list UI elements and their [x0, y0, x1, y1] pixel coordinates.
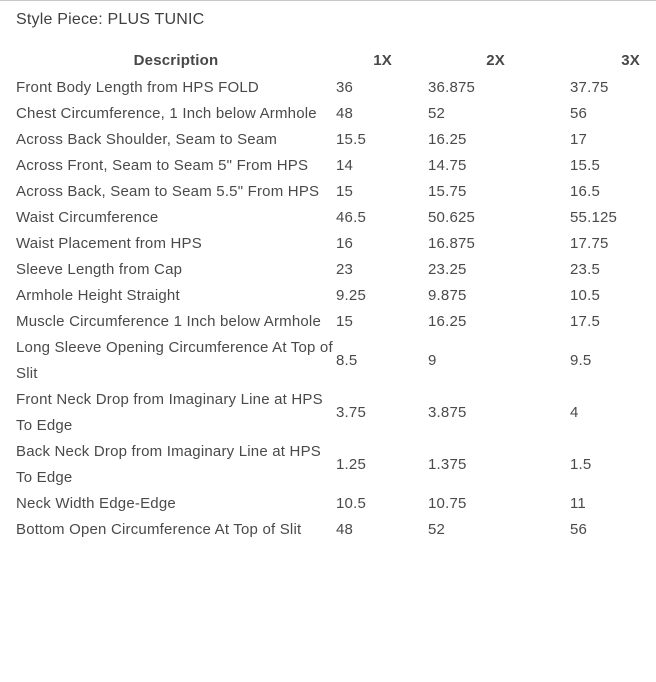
value-3x: 11	[570, 495, 586, 512]
value-2x: 3.875	[428, 404, 467, 421]
value-2x: 16.875	[428, 235, 476, 252]
value-1x: 15	[336, 313, 354, 330]
value-3x: 16.5	[570, 183, 600, 200]
value-1x: 14	[336, 157, 354, 174]
value-2x: 10.75	[428, 495, 467, 512]
value-3x: 1.5	[570, 456, 592, 473]
table-row	[0, 153, 656, 179]
size-chart-table	[0, 47, 656, 543]
value-1x: 23	[336, 261, 354, 278]
table-row	[0, 309, 656, 335]
value-1x: 46.5	[336, 209, 366, 226]
measurement-description: Sleeve Length from Cap	[16, 261, 183, 278]
value-3x: 17	[570, 131, 588, 148]
table-row	[0, 283, 656, 309]
measurement-description: Front Body Length from HPS FOLD	[16, 79, 259, 96]
value-2x: 15.75	[428, 183, 467, 200]
measurement-description: Waist Placement from HPS	[16, 235, 202, 252]
value-3x: 23.5	[570, 261, 600, 278]
table-row	[0, 179, 656, 205]
value-2x: 23.25	[428, 261, 467, 278]
value-1x: 36	[336, 79, 354, 96]
table-body	[0, 75, 656, 543]
table-row	[0, 205, 656, 231]
value-1x: 9.25	[336, 287, 366, 304]
table-row	[0, 335, 656, 387]
table-row	[0, 387, 656, 439]
value-1x: 16	[336, 235, 354, 252]
value-3x: 37.75	[570, 79, 609, 96]
value-2x: 9.875	[428, 287, 467, 304]
value-1x: 10.5	[336, 495, 366, 512]
page-title: Style Piece: PLUS TUNIC	[16, 11, 205, 28]
value-1x: 48	[336, 521, 354, 538]
table-row	[0, 517, 656, 543]
value-2x: 14.75	[428, 157, 467, 174]
value-2x: 36.875	[428, 79, 476, 96]
value-3x: 4	[570, 404, 579, 421]
value-1x: 3.75	[336, 404, 366, 421]
measurement-description: Armhole Height Straight	[16, 287, 180, 304]
value-3x: 10.5	[570, 287, 600, 304]
value-1x: 15.5	[336, 131, 366, 148]
measurement-description: Back Neck Drop from Imaginary Line at HPS To Edge	[16, 443, 321, 486]
header-row	[0, 47, 656, 75]
measurement-description: Across Back, Seam to Seam 5.5" From HPS	[16, 183, 320, 200]
column-header-description: Description	[133, 52, 219, 69]
measurement-description: Across Front, Seam to Seam 5" From HPS	[16, 157, 309, 174]
value-3x: 15.5	[570, 157, 600, 174]
table-row	[0, 257, 656, 283]
value-2x: 1.375	[428, 456, 467, 473]
measurement-description: Across Back Shoulder, Seam to Seam	[16, 131, 278, 148]
value-3x: 17.75	[570, 235, 609, 252]
value-1x: 8.5	[336, 352, 358, 369]
value-2x: 50.625	[428, 209, 476, 226]
table-row	[0, 75, 656, 101]
value-2x: 16.25	[428, 131, 467, 148]
value-1x: 15	[336, 183, 354, 200]
column-header-2x: 2X	[486, 52, 505, 69]
measurement-description: Front Neck Drop from Imaginary Line at HPS To Edge	[16, 391, 323, 434]
value-3x: 9.5	[570, 352, 592, 369]
value-3x: 56	[570, 521, 588, 538]
column-header-3x: 3X	[621, 52, 640, 69]
table-row	[0, 231, 656, 257]
measurement-description: Long Sleeve Opening Circumference At Top of Slit	[16, 339, 333, 382]
value-2x: 52	[428, 105, 446, 122]
measurement-description: Neck Width Edge-Edge	[16, 495, 176, 512]
measurement-description: Bottom Open Circumference At Top of Slit	[16, 521, 302, 538]
table-row	[0, 491, 656, 517]
value-2x: 16.25	[428, 313, 467, 330]
measurement-description: Muscle Circumference 1 Inch below Armhole	[16, 313, 321, 330]
value-1x: 48	[336, 105, 354, 122]
value-3x: 56	[570, 105, 588, 122]
measurement-description: Waist Circumference	[16, 209, 159, 226]
measurement-description: Chest Circumference, 1 Inch below Armhole	[16, 105, 317, 122]
value-3x: 55.125	[570, 209, 618, 226]
value-3x: 17.5	[570, 313, 600, 330]
table-row	[0, 101, 656, 127]
value-2x: 9	[428, 352, 437, 369]
table-row	[0, 439, 656, 491]
value-1x: 1.25	[336, 456, 366, 473]
column-header-1x: 1X	[373, 52, 392, 69]
table-row	[0, 127, 656, 153]
value-2x: 52	[428, 521, 446, 538]
